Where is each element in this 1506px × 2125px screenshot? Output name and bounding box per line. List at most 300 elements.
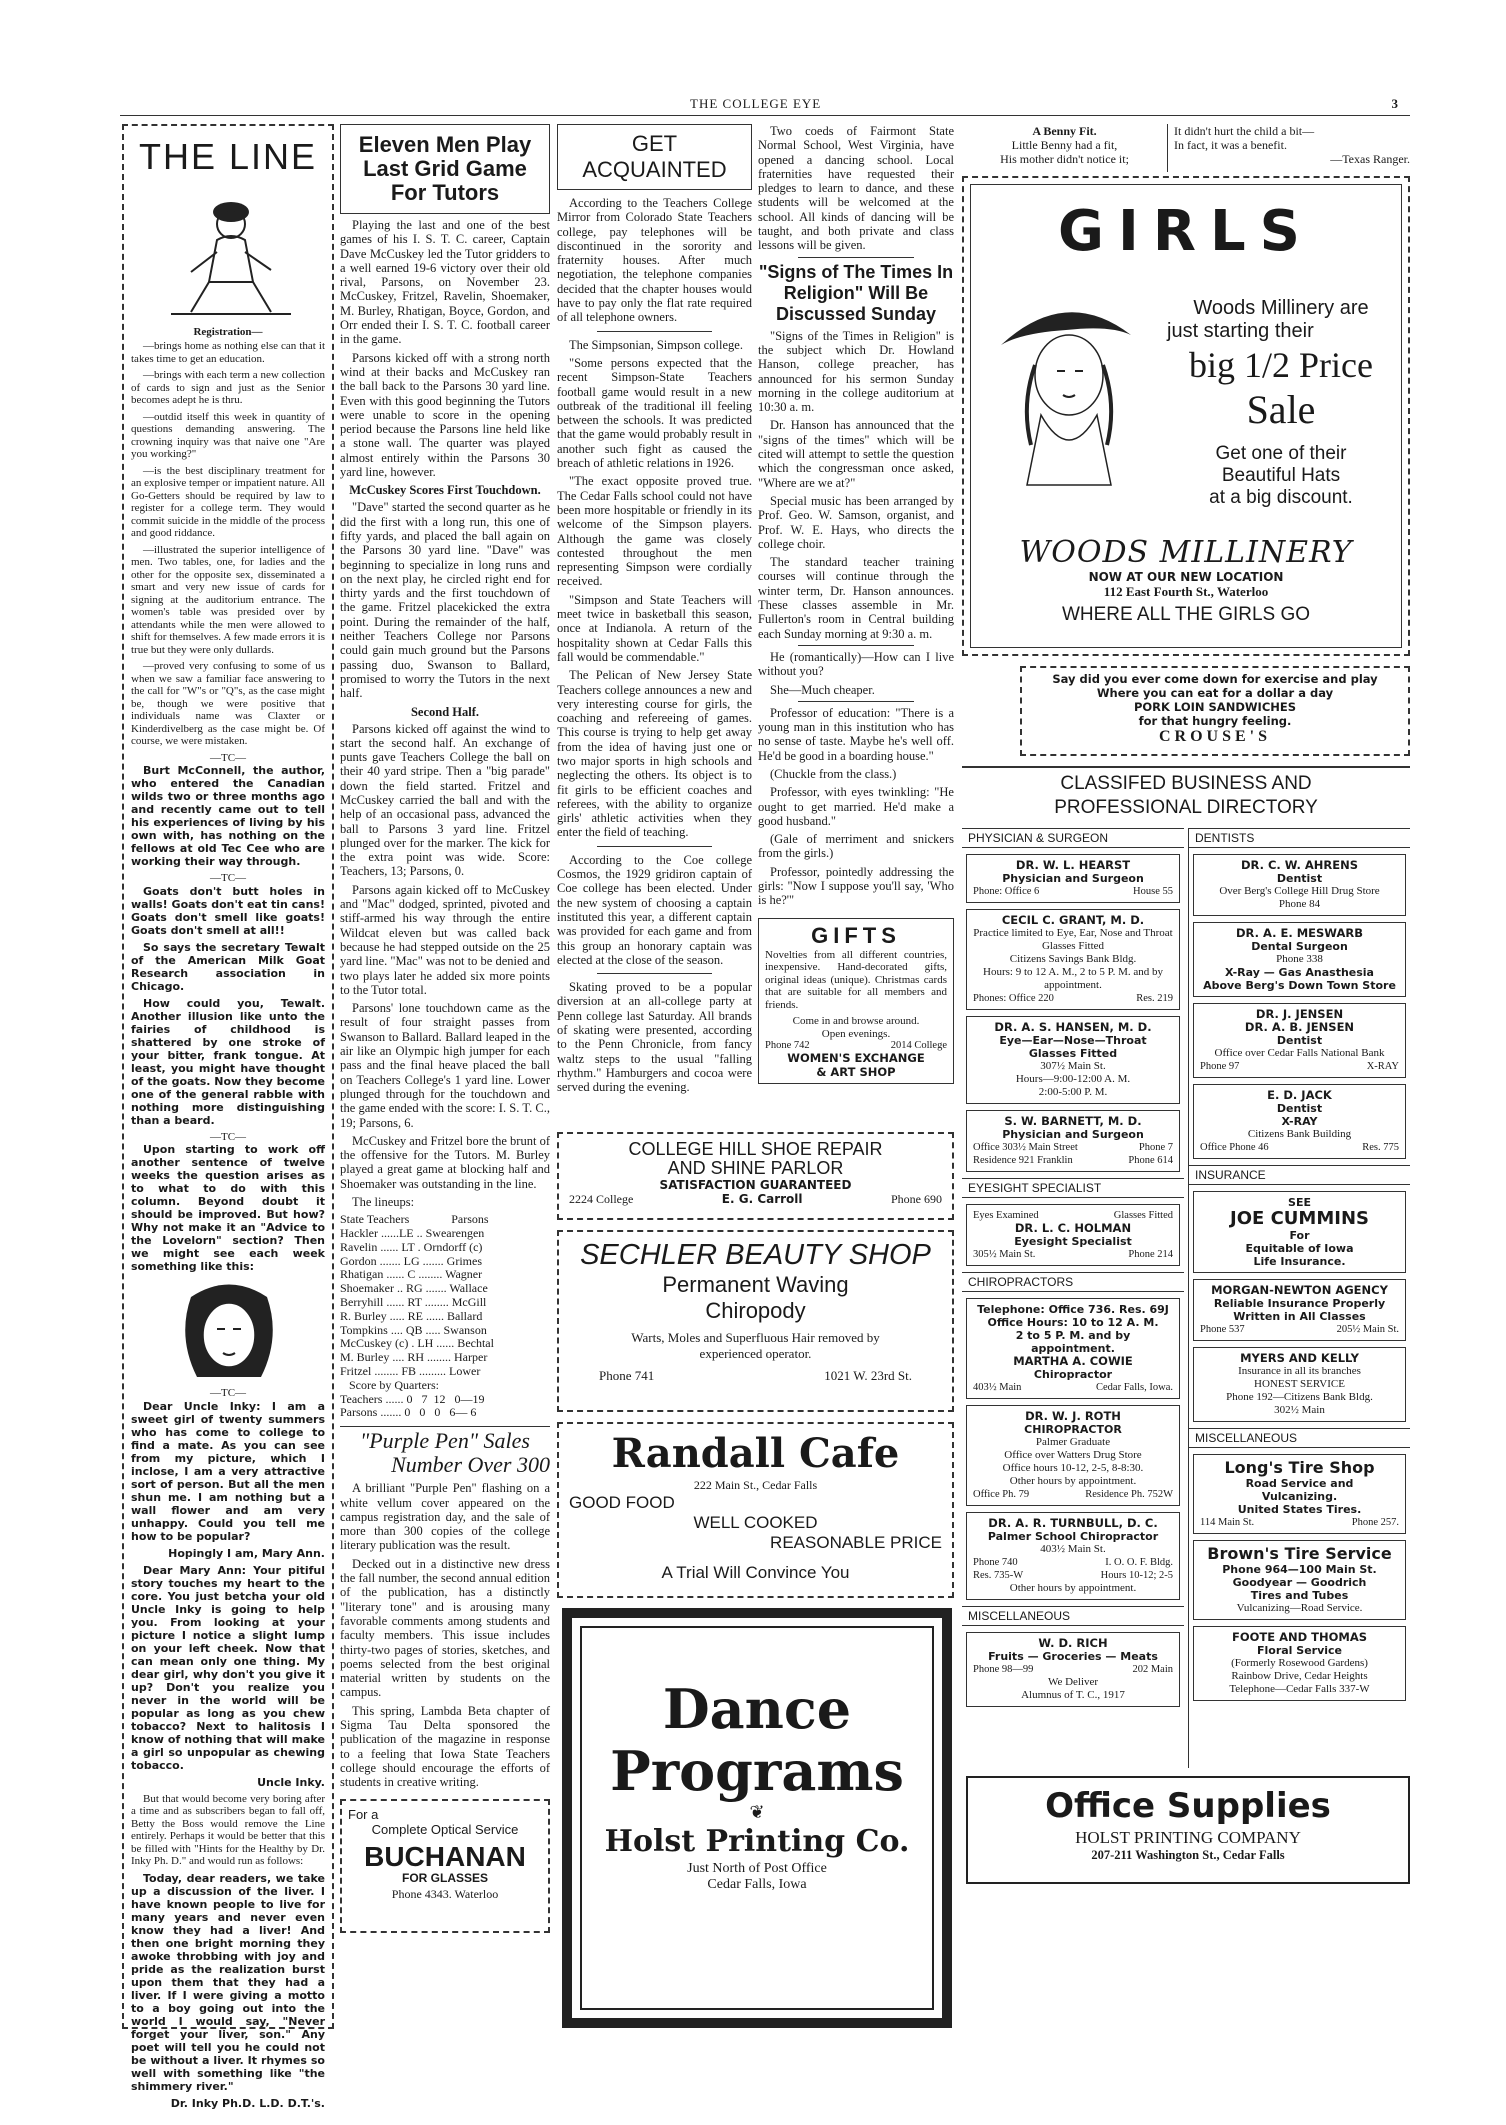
beauty-addr: 1021 W. 23rd St. [824, 1368, 912, 1383]
card-line: SEE [1288, 1196, 1311, 1209]
shoe-owner: E. G. Carroll [721, 1192, 803, 1206]
closing-2: Today, dear readers, we take up a discussion of the liver. I have known people to live for many years and never even know they had a liver! And then one bright morning they awoke throbbing with joy and pride as the realization burst upon them that they had a liver. If I were giving a motto to a boy going out into the world I would say, "Never forget your liver, son." Any poet will tell you he could not be without a liver. It rhymes so well with something like "the shimmery river." [131, 1871, 325, 2093]
dance-programs-ad [562, 1608, 952, 2028]
girls-price: Price [1299, 345, 1373, 385]
para-bold: So says the secretary Tewalt of the American Milk Goat Research association in Chicago. [131, 940, 325, 993]
card-phone: Phone 98—99 [973, 1664, 1034, 1675]
card-line: Tires and Tubes [1250, 1589, 1349, 1602]
card-line: Other hours by appointment. [1009, 1582, 1137, 1594]
card-line: Palmer Graduate [1035, 1436, 1111, 1448]
card-holman [966, 1204, 1180, 1266]
card-sub: Floral Service [1256, 1644, 1343, 1657]
card-sub: X-RAY [1281, 1115, 1318, 1128]
card-line: 307½ Main St. [1040, 1060, 1106, 1072]
card-line: 202 Main [1132, 1664, 1173, 1675]
optical-ad [340, 1799, 550, 1933]
woods-name: WOODS MILLINERY [1019, 535, 1353, 570]
card-sub: Chiropractor [1033, 1368, 1113, 1381]
card-phone: Res. 735-W [973, 1570, 1024, 1581]
card-sub: Eye—Ear—Nose—Throat [999, 1034, 1147, 1047]
child-l1: It didn't hurt the child a bit— [1174, 124, 1315, 138]
card-line: Life Insurance. [1253, 1255, 1346, 1268]
card-name: FOOTE AND THOMAS [1231, 1630, 1368, 1644]
card-line: Phone 84 [1278, 898, 1321, 910]
crouses-ad [1020, 666, 1410, 756]
purple-pen-head-1: "Purple Pen" Sales [360, 1428, 530, 1454]
signoff: Dr. Inky Ph.D. L.D. D.T.'s. [170, 2096, 325, 2110]
shoe-repair-ad [557, 1132, 954, 1220]
card-phone: Phone 614 [1128, 1155, 1173, 1166]
dance-l4: Just North of Post Office [687, 1861, 827, 1876]
dance-l3: Holst Printing Co. [604, 1824, 910, 1859]
newspaper-name: THE COLLEGE EYE [690, 96, 822, 111]
woman-hat-icon [991, 285, 1141, 485]
card-jensen [1193, 1003, 1406, 1078]
para: Parsons again kicked off to McCuskey and "Mac" dodged, sprinted, pivoted and stiff-armed his way through the entire Wildcat eleven but was called back because he had stepped outside on the 25 yard line. "Mac" was not to be denied and two plays later he added six more points to the Tutor total. [340, 882, 550, 997]
girls-big: big [1189, 345, 1236, 385]
divider-tc: —TC— [209, 751, 247, 764]
crouse-l4: for that hungry feeling. [1138, 714, 1292, 728]
benny-fit [962, 124, 1168, 172]
page-header [120, 96, 1410, 116]
shoe-phone: Phone 690 [891, 1192, 942, 1206]
section-insurance: INSURANCE [1189, 1165, 1410, 1185]
purple-pen-head-2: Number Over 300 [391, 1452, 550, 1478]
card-roth [966, 1405, 1180, 1506]
card-line: Road Service and [1245, 1477, 1354, 1490]
card-line: Office over Watters Drug Store [1004, 1449, 1142, 1461]
crouse-l2: Where you can eat for a dollar a day [1096, 686, 1334, 700]
para: This spring, Lambda Beta chapter of Sigma Tau Delta sponsored the publication of the magazine in response to a feeling that Iowa State Teachers college should encourage the efforts of students in creative writing. [340, 1703, 550, 1790]
section-misc: MISCELLANEOUS [962, 1606, 1184, 1626]
card-name-2: DR. A. B. JENSEN [1244, 1020, 1355, 1034]
gifts-line: Open evenings. [821, 1027, 891, 1040]
joke: Professor of education: "There is a young man in this institution who has no sense of taste. Maybe he's well off. He'd be good in a boarding house." [758, 705, 954, 763]
card-sub: CHIROPRACTOR [1024, 1423, 1122, 1436]
card-line: Written in All Classes [1233, 1310, 1366, 1323]
card-phone-2: Res. 219 [1136, 993, 1173, 1004]
card-phone: Phone 257. [1351, 1517, 1399, 1528]
beauty-phone: Phone 741 [599, 1368, 655, 1383]
card-line: Other hours by appointment. [1009, 1475, 1137, 1487]
para: The Simpsonian, Simpson college. [569, 337, 743, 352]
card-line: Vulcanizing. [1261, 1490, 1338, 1503]
card-phone: Phone 7 [1138, 1142, 1173, 1153]
card-sub: Dentist [1276, 872, 1323, 885]
section-physician: PHYSICIAN & SURGEON [962, 828, 1184, 848]
card-line: Office hours 10-12, 2-5, 8-8:30. [1002, 1462, 1144, 1474]
card-line: Practice limited to Eye, Ear, Nose and Throat [973, 927, 1173, 939]
card-name: Brown's Tire Service [1207, 1544, 1392, 1563]
lineup-row: State Teachers Parsons [340, 1212, 489, 1227]
card-cummins [1193, 1191, 1406, 1273]
card-line: Insurance in all its branches [1238, 1365, 1361, 1377]
page-number: 3 [1391, 96, 1398, 111]
card-phone-2: House 55 [1133, 886, 1173, 897]
card-name: DR. A. E. MESWARB [1236, 926, 1363, 940]
ad-service: Complete Optical Service [371, 1822, 519, 1838]
card-sub: Dental Surgeon [1251, 940, 1348, 953]
card-name: DR. A. S. HANSEN, M. D. [994, 1020, 1152, 1034]
para: Dr. Hanson has announced that the "signs of the times" which will be cited will attempt to settle the question which the congressman once asked, "Where are we at?" [758, 418, 954, 490]
card-line: Vulcanizing—Road Service. [1236, 1602, 1363, 1614]
girls-title: GIRLS [1058, 199, 1314, 264]
para: "Signs of the Times in Religion" is the subject which Dr. Howland Hanson, college preacher, has announced for his sermon Sunday morning in the college auditorium at 10:30 a. m. [758, 328, 954, 415]
card-line: 205½ Main St. [1336, 1324, 1399, 1335]
letter: Dear Uncle Inky: I am a sweet girl of twenty summers who has come to college to find a mate. As you can see from my picture, which I inclose, I am a very attractive sort of person. But all the men shun me. I am nothing but a wall flower and am very unhappy. Could you tell me how to be popular? [131, 1399, 325, 1543]
shoe-l2: AND SHINE PARLOR [667, 1158, 844, 1178]
para-bold: Burt McConnell, the author, who entered the Canadian wilds two or three months ago and recently came out to tell his experiences of living by his own with, has nothing on the fellows at old Tec Cee who are working their way through. [131, 764, 325, 868]
para: "Some persons expected that the recent Simpson-State Teachers football game would result in a new outbreak of the traditional ill feeling between the schools. It was predicted that the game would probably result in another such fight as caused the breach of athletic relations in 1926. [557, 355, 752, 471]
card-line: Telephone—Cedar Falls 337-W [1229, 1683, 1370, 1695]
card-line: Hours—9:00-12:00 A. M. [1015, 1073, 1131, 1085]
card-barnett [966, 1110, 1180, 1172]
card-phone-2: Residence Ph. 752W [1085, 1489, 1173, 1500]
card-line: We Deliver [1047, 1676, 1099, 1688]
randall-addr: 222 Main St., Cedar Falls [693, 1478, 818, 1492]
office-supplies-ad [966, 1776, 1410, 1884]
card-line: Phone 964—100 Main St. [1222, 1563, 1377, 1576]
closing: But that would become very boring after a time and as subscribers began to fall off, Betty the Boss would remove the Line entirely. Perhaps it would be better that this be filled with "Hints for the Healthy by Dr. Inky Ph. D." and would run as follows: [131, 1792, 325, 1867]
divider-tc: —TC— [209, 872, 247, 884]
beauty-l2: Chiropody [705, 1298, 806, 1323]
card-line: Over Berg's College Hill Drug Store [1219, 885, 1380, 897]
card-line: 114 Main St. [1200, 1517, 1255, 1528]
get-acquainted-head: GET ACQUAINTED [557, 124, 752, 190]
girls-sale: Sale [1246, 387, 1316, 432]
shoe-l1: COLLEGE HILL SHOE REPAIR [628, 1139, 883, 1159]
card-name: DR. C. W. AHRENS [1240, 858, 1359, 872]
card-line: Goodyear — Goodrich [1232, 1576, 1367, 1589]
card-name: DR. J. JENSEN [1255, 1007, 1344, 1021]
lineup-row: Berryhill ...... RT ........ McGill [340, 1295, 487, 1310]
card-line: Glasses Fitted [1113, 1210, 1173, 1221]
card-phone: Phone 537 [1200, 1324, 1245, 1335]
dance-l1: Dance [662, 1677, 852, 1741]
card-jack [1193, 1084, 1406, 1159]
para: Decked out in a distinctive new dress the fall number, the second annual edition of the publication, has a distinctly "literary tone" and is arousing many favorable comments among students and faculty members. This issue includes thirty-two pages of stories, sketches, and poems selected from the best original material written by students on the campus. [340, 1556, 550, 1700]
gifts-line: Come in and browse around. [792, 1015, 920, 1028]
para: According to the Teachers College Mirror from Colorado State Teachers college, pay telephones will be discontinued in the sorority and fraternity houses. After much negotiation, the telephone companies decided that the chapter houses would have to pay only the flat rate required of all telephone owners. [557, 196, 752, 325]
card-line: Phone 192—Citizens Bank Bldg. [1226, 1391, 1373, 1403]
lineups-label: The lineups: [352, 1195, 415, 1209]
letter-sign: Hopingly I am, Mary Ann. [168, 1546, 325, 1560]
lineup-row: Rhatigan ...... C ........ Wagner [340, 1267, 483, 1282]
card-name: MYERS AND KELLY [1240, 1351, 1359, 1365]
girls-l2: just starting their [1167, 320, 1314, 342]
card-line: Hours 10-12; 2-5 [1100, 1570, 1173, 1581]
card-line: Cedar Falls, Iowa. [1096, 1382, 1173, 1393]
girls-l5: at a big discount. [1209, 487, 1353, 508]
gifts-ad [758, 918, 954, 1085]
randall-l4: A Trial Will Convince You [661, 1563, 850, 1582]
card-name: S. W. BARNETT, M. D. [1004, 1114, 1142, 1128]
para: Skating proved to be a popular diversion at an all-college party at Penn college last Saturday. All brands of skating were presented, according to the Penn Chronicle, from fancy waltz steps to the usual "falling rhythm." Hamburgers and cocoa were served during the evening. [557, 980, 752, 1095]
lineups-table [340, 1213, 550, 1420]
religion-column [758, 124, 954, 1124]
exchange-column [557, 124, 752, 1124]
crouse-l1: Say did you ever come down for exercise and play [1052, 672, 1378, 686]
card-sub: Physician and Surgeon [1002, 872, 1144, 885]
joke: (Chuckle from the class.) [770, 766, 897, 781]
girls-half: 1/2 [1244, 345, 1291, 385]
headline: Eleven Men Play Last Grid Game For Tutors [358, 132, 532, 205]
lineup-row: Teachers ...... 0 7 12 0—19 [340, 1391, 485, 1406]
para: A brilliant "Purple Pen" flashing on a white vellum cover appeared on the campus registration day, and the sale of more than 300 copies of the college literary publication was the result. [340, 1481, 550, 1553]
card-ahrens [1193, 854, 1406, 916]
card-name: W. D. RICH [1038, 1636, 1108, 1650]
card-line: HONEST SERVICE [1254, 1378, 1345, 1390]
card-sub: Glasses Fitted [1028, 1047, 1118, 1060]
card-sub: Dentist [1276, 1034, 1323, 1047]
gifts-name: WOMEN'S EXCHANGE [787, 1051, 925, 1066]
card-long [1193, 1454, 1406, 1534]
lineup-row: Score by Quarters: [340, 1377, 439, 1392]
section-dentists: DENTISTS [1189, 828, 1410, 848]
joke: She—Much cheaper. [770, 682, 875, 697]
religion-head: "Signs of The Times In Religion" Will Be Discussed Sunday [758, 261, 954, 324]
card-line: 305½ Main St. [973, 1249, 1036, 1260]
card-line: I. O. O. F. Bldg. [1105, 1557, 1173, 1568]
card-line: Alumnus of T. C., 1917 [1021, 1689, 1125, 1701]
para: According to the Coe college Cosmos, the 1929 gridiron captain of Coe college has been elected. Under the new system of choosing a captain instituted this year, a different captain was provided for each game and from this group an honorary captain was elected at the close of the season. [557, 852, 752, 967]
dir-t1: CLASSIFED BUSINESS AND [1060, 773, 1312, 794]
card-line: Above Berg's Down Town Store [1203, 979, 1396, 992]
card-line: 2 to 5 P. M. and by appointment. [1015, 1329, 1131, 1355]
randall-cafe-ad [557, 1422, 954, 1598]
dance-l2: Programs [610, 1739, 904, 1803]
ad-for: For a [348, 1807, 379, 1823]
card-line: Telephone: Office 736. Res. 69J [977, 1303, 1169, 1316]
card-line: Equitable of Iowa [1245, 1242, 1354, 1255]
card-line: Office Hours: 10 to 12 A. M. [987, 1316, 1159, 1329]
office-co: HOLST PRINTING COMPANY [1075, 1828, 1301, 1847]
gifts-name-2: & ART SHOP [816, 1065, 896, 1080]
headline-box [340, 124, 550, 214]
child-verse [1174, 124, 1410, 172]
card-line: Citizens Bank Building [1247, 1128, 1352, 1140]
subhead: Second Half. [410, 704, 480, 719]
woods-slogan: WHERE ALL THE GIRLS GO [1061, 604, 1311, 625]
dance-l5: Cedar Falls, Iowa [707, 1877, 807, 1892]
card-line: Rainbow Drive, Cedar Heights [1231, 1670, 1368, 1682]
card-brown [1193, 1540, 1406, 1620]
card-foote [1193, 1626, 1406, 1701]
card-hansen [966, 1016, 1180, 1104]
card-line: (Formerly Rosewood Gardens) [1231, 1657, 1368, 1669]
card-phone: Office Phone 46 [1200, 1142, 1269, 1153]
card-line: United States Tires. [1237, 1503, 1362, 1516]
ornament-icon: ❦ [749, 1802, 765, 1822]
beauty-name: SECHLER BEAUTY SHOP [580, 1239, 931, 1271]
woods-loc: NOW AT OUR NEW LOCATION [1088, 570, 1284, 584]
para: —brings home as nothing else can that it takes time to get an education. [131, 340, 325, 365]
reply-sign: Uncle Inky. [257, 1775, 325, 1789]
para: "Simpson and State Teachers will meet twice in basketball this season, once at Indianola. A return of the hospitality shown at Cedar Falls this fall would be commendable." [557, 592, 752, 664]
caption: Registration— [193, 326, 263, 338]
card-phone: Phone 214 [1128, 1249, 1173, 1260]
card-line: Reliable Insurance Properly [1213, 1297, 1386, 1310]
card-phone-2: Res. 775 [1362, 1142, 1399, 1153]
card-name: Long's Tire Shop [1224, 1458, 1375, 1477]
child-src: —Texas Ranger. [1330, 152, 1410, 166]
card-phone: Phones: Office 220 [973, 993, 1054, 1004]
card-name: MARTHA A. COWIE [1013, 1354, 1133, 1368]
para: Parsons' lone touchdown came as the result of four straight passes from Swanson to Ballard. Ballard leaped in the air like an Olympic high jumper for each pass and the final heave placed the ball on Teachers College's 1 yard line. Lower plunged through for the touchdown and the game ended with the score: I. S. T. C., 19; Parsons, 6. [340, 1001, 550, 1130]
benny-l1: Little Benny had a fit, [1011, 138, 1118, 152]
card-name: DR. A. R. TURNBULL, D. C. [988, 1516, 1158, 1530]
benny-l2: His mother didn't notice it; [1000, 152, 1129, 166]
dir-t2: PROFESSIONAL DIRECTORY [1054, 797, 1318, 818]
office-addr: 207-211 Washington St., Cedar Falls [1091, 1848, 1285, 1862]
gifts-title: GIFTS [811, 922, 901, 948]
card-line: 403½ Main St. [1040, 1543, 1106, 1555]
child-l2: In fact, it was a benefit. [1174, 138, 1287, 152]
lineup-row: Ravelin ...... LT . Orndorff (c) [340, 1239, 483, 1254]
the-line-column [122, 124, 334, 2110]
girls-l3: Get one of their [1215, 443, 1347, 464]
lineup-row: Parsons ....... 0 0 0 6— 6 [340, 1405, 477, 1420]
card-hearst [966, 854, 1180, 903]
card-sub: Dentist [1276, 1102, 1323, 1115]
subhead: McCuskey Scores First Touchdown. [349, 483, 541, 498]
card-line: For [1289, 1229, 1310, 1242]
ad-brand-2: FOR GLASSES [401, 1871, 488, 1886]
beauty-l3: Warts, Moles and Superfluous Hair removed by experienced operator. [631, 1330, 880, 1361]
shoe-l3: SATISFACTION GUARANTEED [659, 1178, 852, 1192]
card-myers [1193, 1347, 1406, 1422]
lineup-row: Fritzel ........ FB ......... Lower [340, 1364, 481, 1379]
gifts-body: Novelties from all different countries, inexpensive. Hand-decorated gifts, original ideas (unique). Christmas cards that are suitable for all members and friends. [765, 948, 947, 1011]
lineup-row: Hackler ......LE .. Swearengen [340, 1226, 485, 1241]
para: McCuskey and Fritzel bore the brunt of the offensive for the Tutors. M. Burley played a great game at blocking half and Shoemaker was outstanding in the line. [340, 1133, 550, 1191]
ad-brand: BUCHANAN [364, 1841, 526, 1873]
para: —proved very confusing to some of us when we saw a familiar face answering to the call for "W"s or "Q"s, as the case might be, though we were positive that individuals name was Claxter or Kinderdivelberg as the case might be. Of course, we were mistaken. [131, 660, 325, 747]
card-sub: Fruits — Groceries — Meats [988, 1650, 1158, 1663]
cartoon-man-icon [131, 182, 327, 322]
football-column [340, 124, 550, 2029]
beauty-shop-ad [557, 1230, 954, 1412]
para-bold: Goats don't butt holes in walls! Goats don't eat tin cans! Goats don't smell like goats! Goats don't smell at all!! [131, 884, 325, 937]
girls-l4: Beautiful Hats [1221, 465, 1341, 486]
column-title: THE LINE [138, 136, 318, 177]
card-name: CECIL C. GRANT, M. D. [1001, 913, 1145, 927]
para: "Dave" started the second quarter as he did the first with a long run, this one of fifty yards, and placed the ball again on the Parsons 30 yard line. "Dave" was beginning to specialize in long runs and on the next play, he circled right end for thirty yards and the first touchdown of the game. Fritzel placekicked the extra point. During the remainder of the half, neither Teachers College nor Parsons could gain much ground but the Parsons passing duo, Swanson to Ballard, promised to worry the Tutors in the next half. [340, 500, 550, 701]
girls-l1: Woods Millinery are [1193, 297, 1369, 319]
crouse-l3: PORK LOIN SANDWICHES [1133, 700, 1297, 714]
para: —is the best disciplinary treatment for an explosive temper or impatient nature. All Go-Getters should be required by law to register for a college term. They would commit suicide in the middle of the process and good riddance. [131, 464, 325, 539]
ad-phone: Phone 4343. Waterloo [391, 1887, 499, 1902]
directory-left [962, 828, 1184, 1768]
card-name: DR. L. C. HOLMAN [1014, 1221, 1132, 1235]
shoe-addr: 2224 College [569, 1192, 634, 1206]
lineup-row: Shoemaker .. RG ....... Wallace [340, 1281, 488, 1296]
section-chiropractors: CHIROPRACTORS [962, 1272, 1184, 1292]
card-turnbull [966, 1512, 1180, 1600]
gifts-addr: 2014 College [890, 1040, 947, 1052]
office-name: Office Supplies [1045, 1786, 1331, 1826]
card-rich [966, 1632, 1180, 1707]
card-phone: Phone 740 [973, 1557, 1018, 1568]
woods-addr: 112 East Fourth St., Waterloo [1103, 584, 1269, 599]
para: "The exact opposite proved true. The Cedar Falls school could not have been more hospitable or friendly in its welcome of the Simpson players. Although the game was closely contested throughout the men representing Simpson were cordially received. [557, 474, 752, 589]
card-phone: Office Ph. 79 [973, 1489, 1030, 1500]
para: Parsons kicked off against the wind to start the second half. An exchange of punts gave Teachers College the ball on their 40 yard stripe. Then a "big parade" down the field started. Fritzel and McCuskey carried the ball and with the help of an occasional pass, advanced the ball to Parsons 3 yard line. Fritzel plunged over for the marker. The kick for the extra point was wide. Score: Teachers, 13; Parsons, 0. [340, 721, 550, 879]
card-line: X-Ray — Gas Anasthesia [1225, 966, 1374, 979]
card-morgan [1193, 1279, 1406, 1341]
card-name: JOE CUMMINS [1230, 1208, 1369, 1229]
card-line: 2:00-5:00 P. M. [1038, 1086, 1108, 1098]
randall-l1: GOOD FOOD [569, 1493, 675, 1512]
directory-right [1188, 828, 1410, 1768]
card-line: Office over Cedar Falls National Bank [1214, 1047, 1385, 1059]
reply: Dear Mary Ann: Your pitiful story touches my heart to the core. You just betcha your old Uncle Inky is going to help you. From looking at your picture I notice a slight lump on your left cheek. Now that can mean only one thing. My dear girl, why don't you give it up? Don't you realize you never in the world will be popular as long as you chew tobacco? Next to halitosis I know of nothing that will make a girl so unpopular as chewing tobacco. [131, 1563, 325, 1772]
joke: Professor, pointedly addressing the girls: "Now I suppose you'll say, 'Who is he?'" [758, 864, 954, 908]
para: Special music has been arranged by Prof. Geo. W. Samson, organist, and Prof. W. E. Hays, who directs the college choir. [758, 493, 954, 551]
lineup-row: M. Burley .... RH ........ Harper [340, 1350, 488, 1365]
card-name: DR. W. L. HEARST [1015, 858, 1131, 872]
card-line: Eyes Examined [973, 1210, 1039, 1221]
card-sub: Physician and Surgeon [1002, 1128, 1144, 1141]
section-misc-2: MISCELLANEOUS [1189, 1428, 1410, 1448]
card-line: Office 303½ Main Street [973, 1142, 1078, 1153]
para-bold: How could you, Tewalt. Another illusion like unto the fairies of childhood is shattered by one stroke of your bitter, frank tongue. At least, you might have thought of the goats. Now they become one of the general rabble with nothing more distinguishing than a beard. [131, 996, 325, 1127]
card-name: E. D. JACK [1267, 1088, 1332, 1102]
randall-l2: WELL COOKED [693, 1513, 818, 1532]
card-cowie [966, 1298, 1180, 1399]
card-line: Citizens Savings Bank Bldg. [1009, 953, 1137, 965]
lineup-row: R. Burley ..... RE ...... Ballard [340, 1308, 483, 1323]
para: Playing the last and one of the best games of his I. S. T. C. career, Captain Dave McCuskey led the Tutor gridders to a well earned 19-6 victory over their old rival, Parsons, on November 23. McCuskey, Fritzel, Ravelin, Shoemaker, M. Burley, Rhatigan, Boyce, Gordon, and Orr ended their I. S. T. C. football career in the game. [340, 218, 550, 347]
randall-l3: REASONABLE PRICE [770, 1533, 942, 1552]
para: —outdid itself this week in quantity of questions demanding answering. The crowning inquiry was that naive one "Are you working?" [131, 410, 325, 460]
para: The Pelican of New Jersey State Teachers college announces a new and very interesting course for girls, the coaching and refereeing of games. This course is trying to help get away from the idea of having just one or two major sports in high schools and neglecting the others. Its object is to fit girls to be efficient coaches and referees, with the ability to organize girls' athletic activities when they enter the field of teaching. [557, 668, 752, 840]
lineup-row: Tompkins .... QB ..... Swanson [340, 1322, 487, 1337]
card-meswarb [1193, 922, 1406, 997]
card-line: 302½ Main [1274, 1404, 1325, 1416]
card-phone: Phone: Office 6 [973, 886, 1040, 897]
para: Parsons kicked off with a strong north wind at their backs and McCuskey ran the ball back to the Parsons 30 yard line. Even with this good beginning the Tutors were unable to score in the opening period because the Parsons line held like a stone wall. The quarter was played almost entirely within the Parsons 30 yard line, however. [340, 350, 550, 480]
card-line: Glasses Fitted [1041, 940, 1105, 952]
benny-title: A Benny Fit. [1032, 124, 1097, 138]
joke: He (romantically)—How can I live without you? [758, 649, 954, 679]
woman-portrait-icon [131, 1277, 327, 1387]
card-grant [966, 909, 1180, 1010]
divider-tc: —TC— [209, 1387, 247, 1399]
card-line: 403½ Main [973, 1382, 1022, 1393]
lineup-row: McCuskey (c) . LH ...... Bechtal [340, 1336, 494, 1351]
directory-title [962, 766, 1410, 824]
gifts-phone: Phone 742 [765, 1040, 810, 1052]
card-sub: Palmer School Chiropractor [987, 1530, 1159, 1543]
joke: Professor, with eyes twinkling: "He ought to get married. He'd make a good husband." [758, 785, 954, 828]
beauty-l1: Permanent Waving [662, 1272, 849, 1297]
card-name: DR. W. J. ROTH [1025, 1409, 1121, 1423]
card-line: Residence 921 Franklin [973, 1155, 1073, 1166]
para-bold: Upon starting to work off another sentence of twelve weeks the question arises as to what to do with this column. Beyond doubt it should be improved. But how? Why not make it an "Advice to the Lovelorn" section? Then we might see each week something like this: [131, 1143, 325, 1273]
para: —brings with each term a new collection of cards to sign and just as the Senior becomes adept he is thru. [131, 369, 325, 406]
card-line: X-RAY [1366, 1061, 1399, 1072]
joke: (Gale of merriment and snickers from the girls.) [758, 832, 954, 861]
card-name: MORGAN-NEWTON AGENCY [1211, 1283, 1388, 1297]
para: Two coeds of Fairmont State Normal School, West Virginia, have opened a dancing school. Local fraternities have requested their pledges to learn to dance, and these students will be welcomed at the school. All kinds of dancing will be taught, and both private and class lessons will be given. [758, 124, 954, 253]
card-line: Hours: 9 to 12 A. M., 2 to 5 P. M. and by appointment. [983, 966, 1163, 991]
lineup-row: Gordon ....... LG ....... Grimes [340, 1253, 482, 1268]
card-sub: Eyesight Specialist [1014, 1235, 1132, 1248]
divider-tc: —TC— [209, 1130, 247, 1143]
section-eyesight: EYESIGHT SPECIALIST [962, 1178, 1184, 1198]
card-line: Phone 338 [1276, 953, 1323, 965]
